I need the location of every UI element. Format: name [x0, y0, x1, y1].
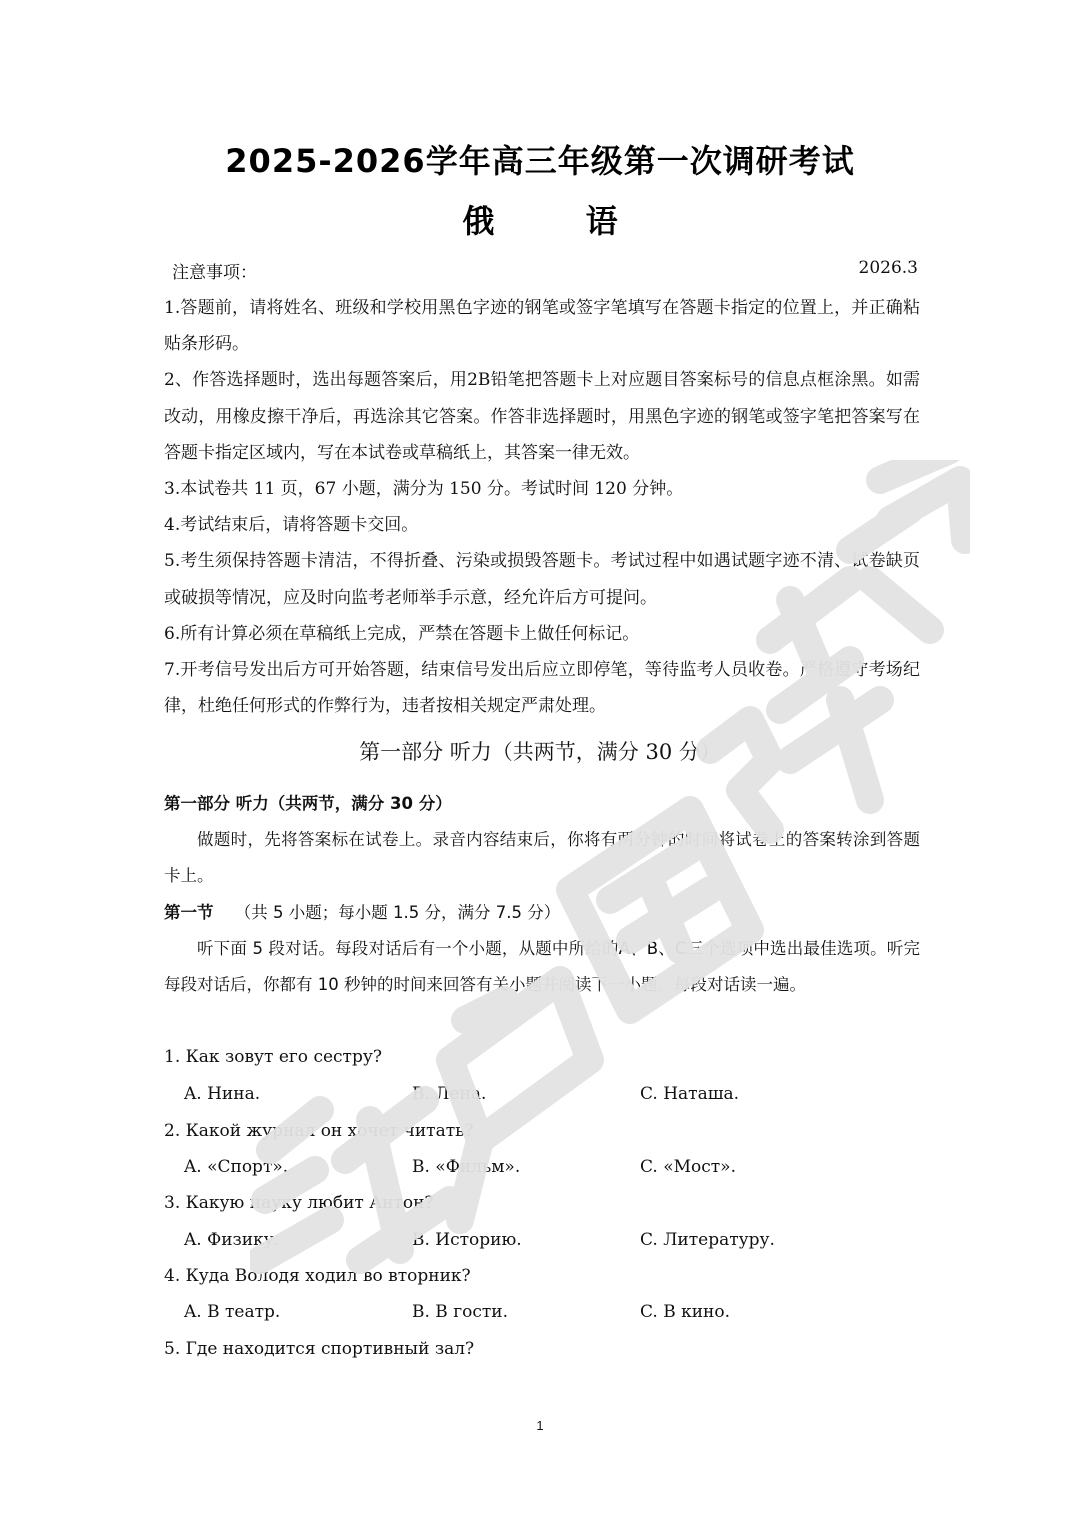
- notice-item: 5.考生须保持答题卡清洁，不得折叠、污染或损毁答题卡。考试过程中如遇试题字迹不清、试卷缺页或破损等情况，应及时向监考老师举手示意，经允许后方可提问。: [164, 551, 920, 608]
- section-1-header: [164, 895, 920, 931]
- option-c: C. Наташа.: [640, 1084, 740, 1104]
- exam-date: 2026.3: [858, 258, 918, 278]
- option-b: B. Историю.: [412, 1230, 522, 1250]
- question-1: 1. Как зовут его сестру?: [164, 1047, 382, 1067]
- notice-header: [172, 258, 918, 284]
- option-c: C. В кино.: [640, 1302, 731, 1322]
- option-a: A. «Спорт».: [184, 1157, 289, 1177]
- question-4: 4. Куда Володя ходил во вторник?: [164, 1266, 471, 1286]
- page-number: 1: [536, 1418, 544, 1433]
- option-b: B. В гости.: [412, 1302, 508, 1322]
- option-a: A. Физику.: [184, 1230, 280, 1250]
- option-c: C. Литературу.: [640, 1230, 775, 1250]
- notice-item: 1.答题前，请将姓名、班级和学校用黑色字迹的钢笔或签字笔填写在答题卡指定的位置上，并正确粘贴条形码。: [164, 298, 920, 355]
- part-heading: 第一部分 听力（共两节，满分 30 分）: [359, 740, 721, 764]
- option-a: A. Нина.: [184, 1084, 261, 1104]
- notice-label: 注意事项：: [172, 263, 257, 283]
- notice-item: 7.开考信号发出后方可开始答题，结束信号发出后应立即停笔，等待监考人员收卷。严格遵守考场纪律，杜绝任何形式的作弊行为，违者按相关规定严肃处理。: [164, 660, 920, 717]
- section-1-info: （共 5 小题；每小题 1.5 分，满分 7.5 分）: [234, 902, 561, 922]
- notice-list: [164, 290, 920, 724]
- option-c: C. «Мост».: [640, 1157, 736, 1177]
- question-3: 3. Какую науку любит Антон?: [164, 1193, 434, 1213]
- option-b: B. Лена.: [412, 1084, 487, 1104]
- question-5: 5. Где находится спортивный зал?: [164, 1339, 475, 1359]
- section-1-label: 第一节: [164, 902, 214, 922]
- subject-title: 俄 语: [462, 202, 658, 240]
- exam-title: 2025-2026学年高三年级第一次调研考试: [225, 142, 855, 180]
- question-2: 2. Какой журнал он хочет читать?: [164, 1121, 474, 1141]
- section-1-instruction: 听下面 5 段对话。每段对话后有一个小题，从题中所给的A、B、C三个选项中选出最佳选项。听完每段对话后，你都有 10 秒钟的时间来回答有关小题并阅读下一小题。每段对话读一遍。: [164, 938, 920, 995]
- part-subheading: 第一部分 听力（共两节，满分 30 分）: [164, 794, 452, 813]
- notice-item: 4.考试结束后，请将答题卡交回。: [164, 515, 419, 536]
- listening-section: [164, 786, 920, 1003]
- listening-instruction: 做题时，先将答案标在试卷上。录音内容结束后，你将有两分钟的时间将试卷上的答案转涂到答题卡上。: [164, 830, 920, 886]
- option-b: B. «Фильм».: [412, 1157, 521, 1177]
- notice-item: 6.所有计算必须在草稿纸上完成，严禁在答题卡上做任何标记。: [164, 623, 640, 644]
- notice-item: 3.本试卷共 11 页，67 小题，满分为 150 分。考试时间 120 分钟。: [164, 479, 684, 500]
- notice-item: 2、作答选择题时，选出每题答案后，用2B铅笔把答题卡上对应题目答案标号的信息点框涂黑。如需改动，用橡皮擦干净后，再选涂其它答案。作答非选择题时，用黑色字迹的钢笔或签字笔把答案写在答题卡指定区域内，写在本试卷或草稿纸上，其答案一律无效。: [164, 370, 920, 463]
- option-a: A. В театр.: [184, 1302, 281, 1322]
